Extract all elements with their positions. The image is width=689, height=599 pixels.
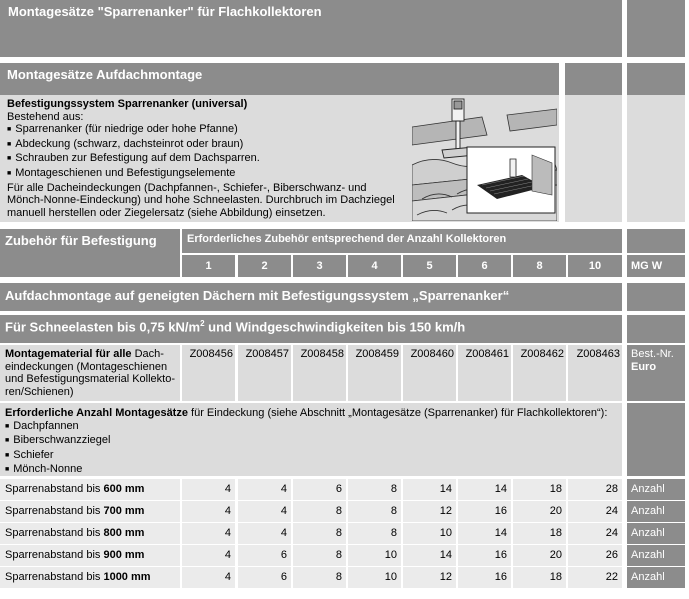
system-desc-line: Für alle Dacheindeckungen (Dachpfannen-, Schiefer-, Biberschwanz- und — [7, 181, 367, 194]
table-row-label — [0, 479, 180, 500]
row-label-prefix: Sparrenabstand bis — [5, 483, 104, 495]
required-rest: für Eindeckung (siehe Abschnitt „Montagesätze (Sparrenanker) für Flachkollektoren“): — [187, 407, 608, 419]
material-code: Z008461 — [458, 345, 511, 401]
section2-side — [627, 283, 685, 311]
table-cell: 14 — [458, 479, 511, 500]
table-cell: 28 — [568, 479, 622, 500]
row-label-spacing: 700 mm — [103, 505, 145, 517]
section2-header — [0, 283, 622, 311]
accessory-subtitle: Erforderliches Zubehör entsprechend der Anzahl Kollektoren — [187, 233, 507, 245]
section3-title-sup: 2 — [200, 319, 205, 328]
required-bold: Erforderliche Anzahl Montagesätze — [5, 407, 188, 419]
list-item: ■ Biberschwanzziegel — [5, 434, 617, 449]
list-item: ■ Schrauben zur Befestigung auf dem Dachsparren. — [7, 152, 552, 167]
table-cell: 14 — [458, 523, 511, 544]
unit-cell: Anzahl — [627, 501, 685, 522]
collector-count-header: 5 — [403, 255, 456, 277]
row-label-prefix: Sparrenabstand bis — [5, 549, 104, 561]
section3-header — [0, 315, 622, 343]
list-item: ■ Mönch-Nonne — [5, 463, 617, 478]
table-cell: 10 — [348, 545, 401, 566]
accessory-header — [0, 229, 180, 277]
table-cell: 18 — [513, 479, 566, 500]
material-label-line: eindeckungen (Montageschienen — [5, 360, 168, 373]
section3-side — [627, 315, 685, 343]
table-cell: 18 — [513, 567, 566, 588]
roof-type-list — [5, 420, 617, 478]
accessory-title: Zubehör für Befestigung — [5, 233, 157, 248]
table-cell: 16 — [458, 567, 511, 588]
system-side-b — [627, 95, 685, 222]
table-cell: 16 — [458, 501, 511, 522]
table-cell: 6 — [238, 567, 291, 588]
list-item: ■ Montageschienen und Befestigungselemente — [7, 167, 552, 182]
order-currency-label: Euro — [631, 360, 657, 373]
table-cell: 12 — [403, 501, 456, 522]
table-cell: 8 — [348, 501, 401, 522]
material-label-line: Dach- — [134, 348, 164, 360]
section1-title: Montagesätze Aufdachmontage — [7, 67, 203, 82]
main-title-bar — [0, 0, 622, 57]
unit-cell: Anzahl — [627, 567, 685, 588]
row-label-prefix: Sparrenabstand bis — [5, 527, 104, 539]
collector-count-header: 10 — [568, 255, 622, 277]
order-number-cell — [627, 345, 685, 401]
section2-title: Aufdachmontage auf geneigten Dächern mit Befestigungssystem „Sparrenanker“ — [5, 288, 510, 303]
table-row-label — [0, 501, 180, 522]
table-cell: 26 — [568, 545, 622, 566]
list-item: ■ Schiefer — [5, 449, 617, 464]
unit-cell: Anzahl — [627, 545, 685, 566]
table-cell: 16 — [458, 545, 511, 566]
section1-side-b — [627, 63, 685, 95]
table-cell: 20 — [513, 501, 566, 522]
unit-cell: Anzahl — [627, 479, 685, 500]
system-desc-line: manuell herstellen oder Ziegelersatz (siehe Abbildung) einsetzen. — [7, 206, 326, 219]
table-cell: 6 — [238, 545, 291, 566]
collector-count-header: 2 — [238, 255, 291, 277]
list-item: ■ Sparrenanker (für niedrige oder hohe Pfanne) — [7, 123, 552, 138]
order-number-label: Best.-Nr. — [631, 348, 674, 360]
table-cell: 6 — [293, 479, 346, 500]
table-cell: 14 — [403, 479, 456, 500]
table-cell: 4 — [238, 501, 291, 522]
section1-header — [0, 63, 559, 95]
material-label-line: ren/Schienen) — [5, 385, 74, 398]
material-code: Z008462 — [513, 345, 566, 401]
table-cell: 14 — [403, 545, 456, 566]
table-cell: 24 — [568, 501, 622, 522]
main-title: Montagesätze "Sparrenanker" für Flachkollektoren — [8, 4, 322, 19]
list-item: ■ Dachpfannen — [5, 420, 617, 435]
table-cell: 4 — [182, 523, 235, 544]
table-cell: 4 — [238, 523, 291, 544]
material-label-line: und Befestigungsmaterial Kollekto- — [5, 373, 175, 386]
collector-count-header: 1 — [182, 255, 235, 277]
section1-side-a — [565, 63, 622, 95]
required-quantity-panel — [0, 403, 622, 476]
table-row-label — [0, 545, 180, 566]
material-code: Z008456 — [182, 345, 235, 401]
material-code: Z008457 — [238, 345, 291, 401]
system-intro: Bestehend aus: — [7, 110, 84, 123]
system-side-a — [565, 95, 622, 222]
system-description-panel — [0, 95, 559, 222]
table-row-label — [0, 567, 180, 588]
table-cell: 4 — [238, 479, 291, 500]
material-code: Z008460 — [403, 345, 456, 401]
table-row-label — [0, 523, 180, 544]
collector-count-header: 6 — [458, 255, 511, 277]
section3-title-post: und Windgeschwindigkeiten bis 150 km/h — [204, 319, 466, 335]
table-cell: 8 — [293, 545, 346, 566]
table-cell: 8 — [348, 479, 401, 500]
row-label-spacing: 600 mm — [103, 483, 145, 495]
material-label-mid: für alle — [92, 348, 135, 360]
table-cell: 4 — [182, 545, 235, 566]
table-cell: 4 — [182, 479, 235, 500]
list-item: ■ Abdeckung (schwarz, dachsteinrot oder braun) — [7, 138, 552, 153]
material-code: Z008463 — [568, 345, 622, 401]
material-code: Z008459 — [348, 345, 401, 401]
accessory-subtitle-side — [627, 229, 685, 253]
table-cell: 8 — [293, 567, 346, 588]
row-label-prefix: Sparrenabstand bis — [5, 505, 104, 517]
table-cell: 18 — [513, 523, 566, 544]
system-desc-line: Mönch-Nonne-Eindeckung) und hohe Schneelasten. Durchbruch im Dachziegel — [7, 194, 395, 207]
collector-count-header: 4 — [348, 255, 401, 277]
material-code: Z008458 — [293, 345, 346, 401]
system-heading: Befestigungssystem Sparrenanker (universal) — [7, 98, 248, 110]
row-label-spacing: 900 mm — [103, 549, 145, 561]
table-cell: 10 — [403, 523, 456, 544]
table-cell: 4 — [182, 567, 235, 588]
material-label-cell — [0, 345, 180, 401]
table-cell: 8 — [293, 501, 346, 522]
table-cell: 4 — [182, 501, 235, 522]
table-cell: 24 — [568, 523, 622, 544]
table-cell: 12 — [403, 567, 456, 588]
row-label-spacing: 800 mm — [103, 527, 145, 539]
table-cell: 8 — [348, 523, 401, 544]
row-label-spacing: 1000 mm — [103, 571, 151, 583]
table-cell: 22 — [568, 567, 622, 588]
section3-title-pre: Für Schneelasten bis 0,75 kN/m — [5, 319, 201, 335]
unit-cell: Anzahl — [627, 523, 685, 544]
required-side — [627, 403, 685, 476]
accessory-subtitle-bar — [182, 229, 622, 253]
table-cell: 20 — [513, 545, 566, 566]
title-side-cell — [627, 0, 685, 57]
collector-count-header: 8 — [513, 255, 566, 277]
table-cell: 10 — [348, 567, 401, 588]
collector-count-header: 3 — [293, 255, 346, 277]
table-cell: 8 — [293, 523, 346, 544]
row-label-prefix: Sparrenabstand bis — [5, 571, 104, 583]
material-label-bold: Montagematerial — [5, 348, 93, 360]
rafter-anchor-illustration — [412, 95, 557, 221]
mgw-header: MG W — [627, 255, 685, 277]
